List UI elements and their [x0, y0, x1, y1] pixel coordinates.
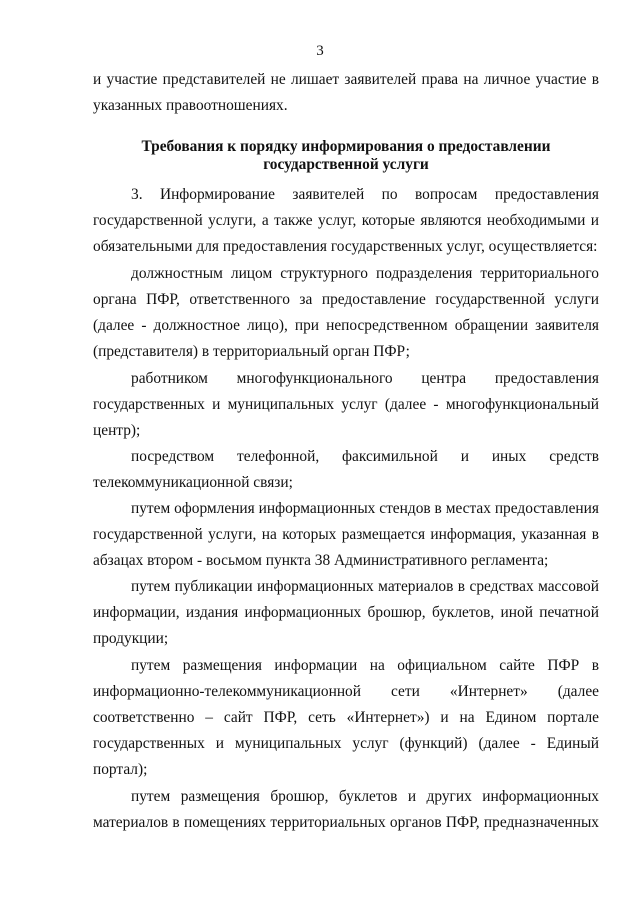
text-line: работником многофункционального центра предоставления	[131, 370, 599, 387]
text-line: посредством телефонной, факсимильной и иных средств	[131, 448, 599, 465]
text-line: (далее - должностное лицо), при непосредственном обращении заявителя	[93, 317, 599, 334]
text-line: информационно-телекоммуникационной сети «Интернет» (далее	[93, 683, 599, 700]
text-line: путем размещения информации на официальном сайте ПФР в	[131, 657, 599, 674]
text-line: абзацах втором - восьмом пункта 38 Административного регламента;	[93, 552, 549, 569]
text-line: портал);	[93, 761, 148, 778]
text-line: государственной услуги, а также услуг, которые являются необходимыми и	[93, 212, 599, 229]
text-line: (представителя) в территориальный орган ПФР;	[93, 343, 410, 360]
text-line: должностным лицом структурного подразделения территориального	[131, 265, 599, 282]
text-line: телекоммуникационной связи;	[93, 474, 293, 491]
text-line: материалов в помещениях территориальных органов ПФР, предназначенных	[93, 814, 599, 831]
text-line: центр);	[93, 422, 141, 439]
text-line: указанных правоотношениях.	[93, 97, 288, 114]
text-line: 3. Информирование заявителей по вопросам предоставления	[131, 186, 599, 203]
text-line: государственных и муниципальных услуг (функций) (далее - Единый	[93, 735, 599, 752]
text-line: соответственно – сайт ПФР, сеть «Интернет») и на Едином портале	[93, 709, 599, 726]
text-line: путем размещения брошюр, буклетов и других информационных	[131, 788, 599, 805]
text-line: и участие представителей не лишает заявителей права на личное участие в	[93, 71, 599, 88]
text-line: путем оформления информационных стендов в местах предоставления	[131, 500, 599, 517]
text-line: продукции;	[93, 630, 169, 647]
text-line: обязательными для предоставления государственных услуг, осуществляется:	[93, 238, 598, 255]
text-line: информации, издания информационных брошюр, буклетов, иной печатной	[93, 604, 599, 621]
text-line: органа ПФР, ответственного за предоставление государственной услуги	[93, 291, 599, 308]
section-heading-line-1: Требования к порядку информирования о предоставлении	[141, 138, 551, 155]
text-line: государственной услуги, на которых размещается информация, указанная в	[93, 526, 599, 543]
section-heading-line-2: государственной услуги	[263, 156, 429, 173]
page-number: 3	[316, 43, 324, 59]
text-line: путем публикации информационных материалов в средствах массовой	[131, 578, 599, 595]
text-line: государственных и муниципальных услуг (далее - многофункциональный	[93, 396, 599, 413]
